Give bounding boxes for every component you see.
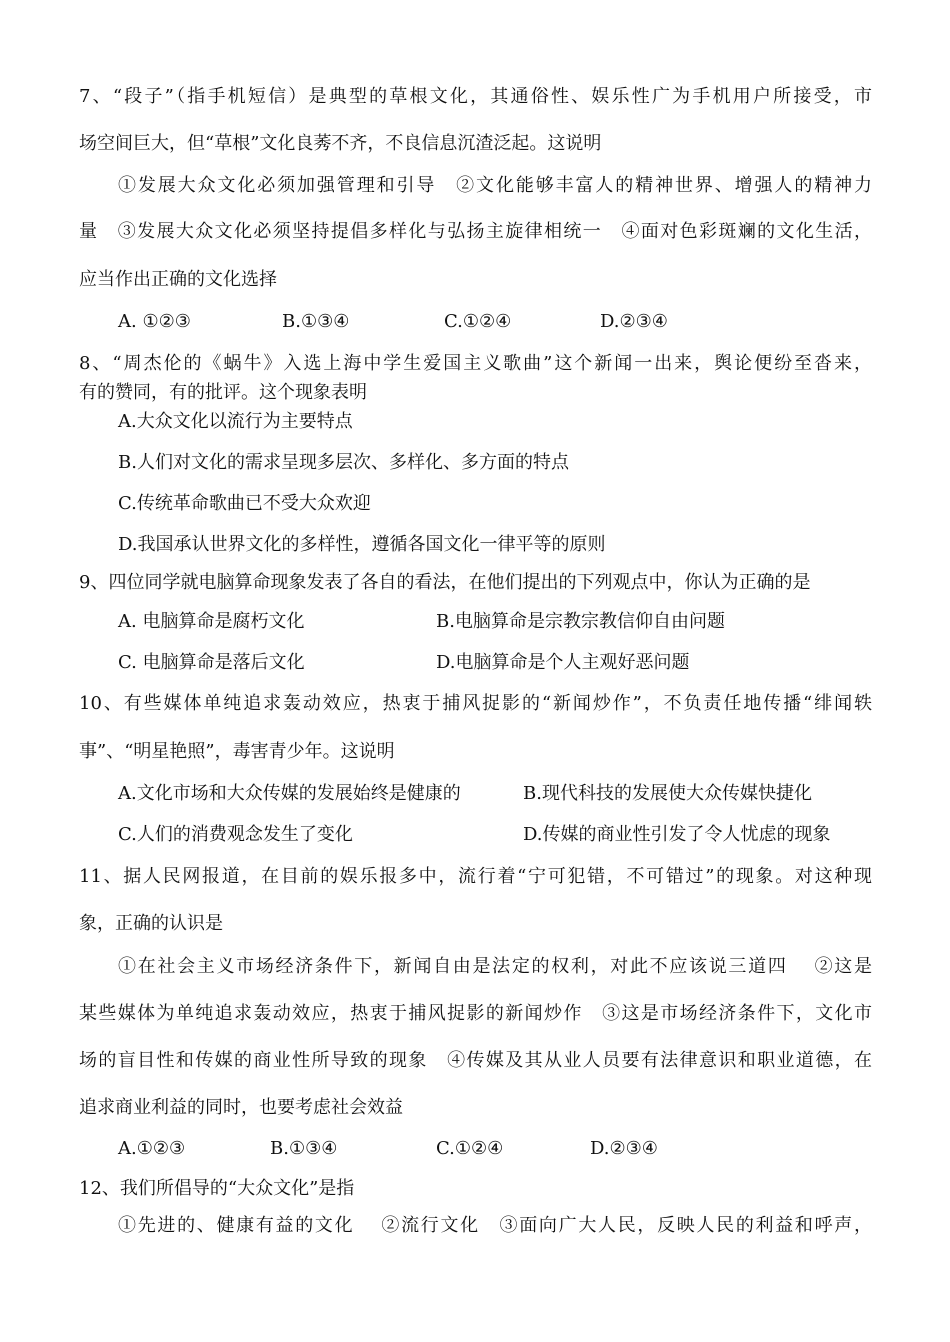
q7-stem-line1: 7、“段子”（指手机短信）是典型的草根文化，其通俗性、娱乐性广为手机用户所接受，市 [79,86,872,107]
q9-choice-d: D.电脑算命是个人主观好恶问题 [436,652,690,673]
q11-choice-c: C.①②④ [436,1138,504,1159]
q9-choices-row1 [0,607,950,637]
q8-choice-b: B.人们对文化的需求呈现多层次、多样化、多方面的特点 [118,452,569,473]
q11-choice-a: A.①②③ [118,1138,186,1159]
q11-stem-line1: 11、据人民网报道，在目前的娱乐报多中，流行着“宁可犯错，不可错过”的现象。对这种现 [79,866,872,887]
q9-choice-b: B.电脑算命是宗教宗教信仰自由问题 [436,611,725,632]
q10-stem-line2: 事”、“明星艳照”，毒害青少年。这说明 [79,741,395,762]
q7-choice-d: D.②③④ [600,311,668,332]
q8-stem-line1: 8、“周杰伦的《蜗牛》入选上海中学生爱国主义歌曲”这个新闻一出来，舆论便纷至沓来， [79,353,872,374]
q12-stem: 12、我们所倡导的“大众文化”是指 [79,1178,355,1199]
q11-option-line3: 场的盲目性和传媒的商业性所导致的现象 ④传媒及其从业人员要有法律意识和职业道德，在 [79,1050,872,1071]
q8-stem-line2: 有的赞同，有的批评。这个现象表明 [79,382,367,403]
q8-choice-c: C.传统革命歌曲已不受大众欢迎 [118,493,371,514]
q10-choices-row1 [0,779,950,809]
q10-stem-line1: 10、有些媒体单纯追求轰动效应，热衷于捕风捉影的“新闻炒作”，不负责任地传播“绯闻轶 [79,693,872,714]
q11-option-line1: ①在社会主义市场经济条件下，新闻自由是法定的权利，对此不应该说三道四 ②这是 [118,956,872,977]
q9-choice-a: A. 电脑算命是腐朽文化 [118,611,305,632]
q10-choice-c: C.人们的消费观念发生了变化 [118,824,353,845]
q7-choice-a: A. ①②③ [118,311,191,332]
q7-choices [0,307,950,337]
q8-choice-a: A.大众文化以流行为主要特点 [118,411,353,432]
q8-choice-d: D.我国承认世界文化的多样性，遵循各国文化一律平等的原则 [118,534,606,555]
q9-choice-c: C. 电脑算命是落后文化 [118,652,305,673]
q10-choices-row2 [0,820,950,850]
q7-choice-c: C.①②④ [444,311,512,332]
q7-option-line3: 应当作出正确的文化选择 [79,269,277,290]
q7-choice-b: B.①③④ [282,311,350,332]
q12-option-line1: ①先进的、健康有益的文化 ②流行文化 ③面向广大人民，反映人民的利益和呼声， [118,1215,872,1236]
q9-stem: 9、四位同学就电脑算命现象发表了各自的看法，在他们提出的下列观点中，你认为正确的是 [79,572,811,593]
q7-option-line1: ①发展大众文化必须加强管理和引导 ②文化能够丰富人的精神世界、增强人的精神力 [118,175,872,196]
q11-stem-line2: 象，正确的认识是 [79,913,223,934]
q11-option-line4: 追求商业利益的同时，也要考虑社会效益 [79,1097,403,1118]
q10-choice-d: D.传媒的商业性引发了令人忧虑的现象 [523,824,831,845]
q11-choice-d: D.②③④ [590,1138,658,1159]
q7-option-line2: 量 ③发展大众文化必须坚持提倡多样化与弘扬主旋律相统一 ④面对色彩斑斓的文化生活， [79,221,872,242]
q10-choice-a: A.文化市场和大众传媒的发展始终是健康的 [118,783,461,804]
q11-choice-b: B.①③④ [270,1138,338,1159]
q10-choice-b: B.现代科技的发展使大众传媒快捷化 [523,783,812,804]
q9-choices-row2 [0,648,950,678]
q7-stem-line2: 场空间巨大，但“草根”文化良莠不齐，不良信息沉渣泛起。这说明 [79,133,602,154]
q11-option-line2: 某些媒体为单纯追求轰动效应，热衷于捕风捉影的新闻炒作 ③这是市场经济条件下，文化市 [79,1003,872,1024]
q11-choices [0,1134,950,1164]
